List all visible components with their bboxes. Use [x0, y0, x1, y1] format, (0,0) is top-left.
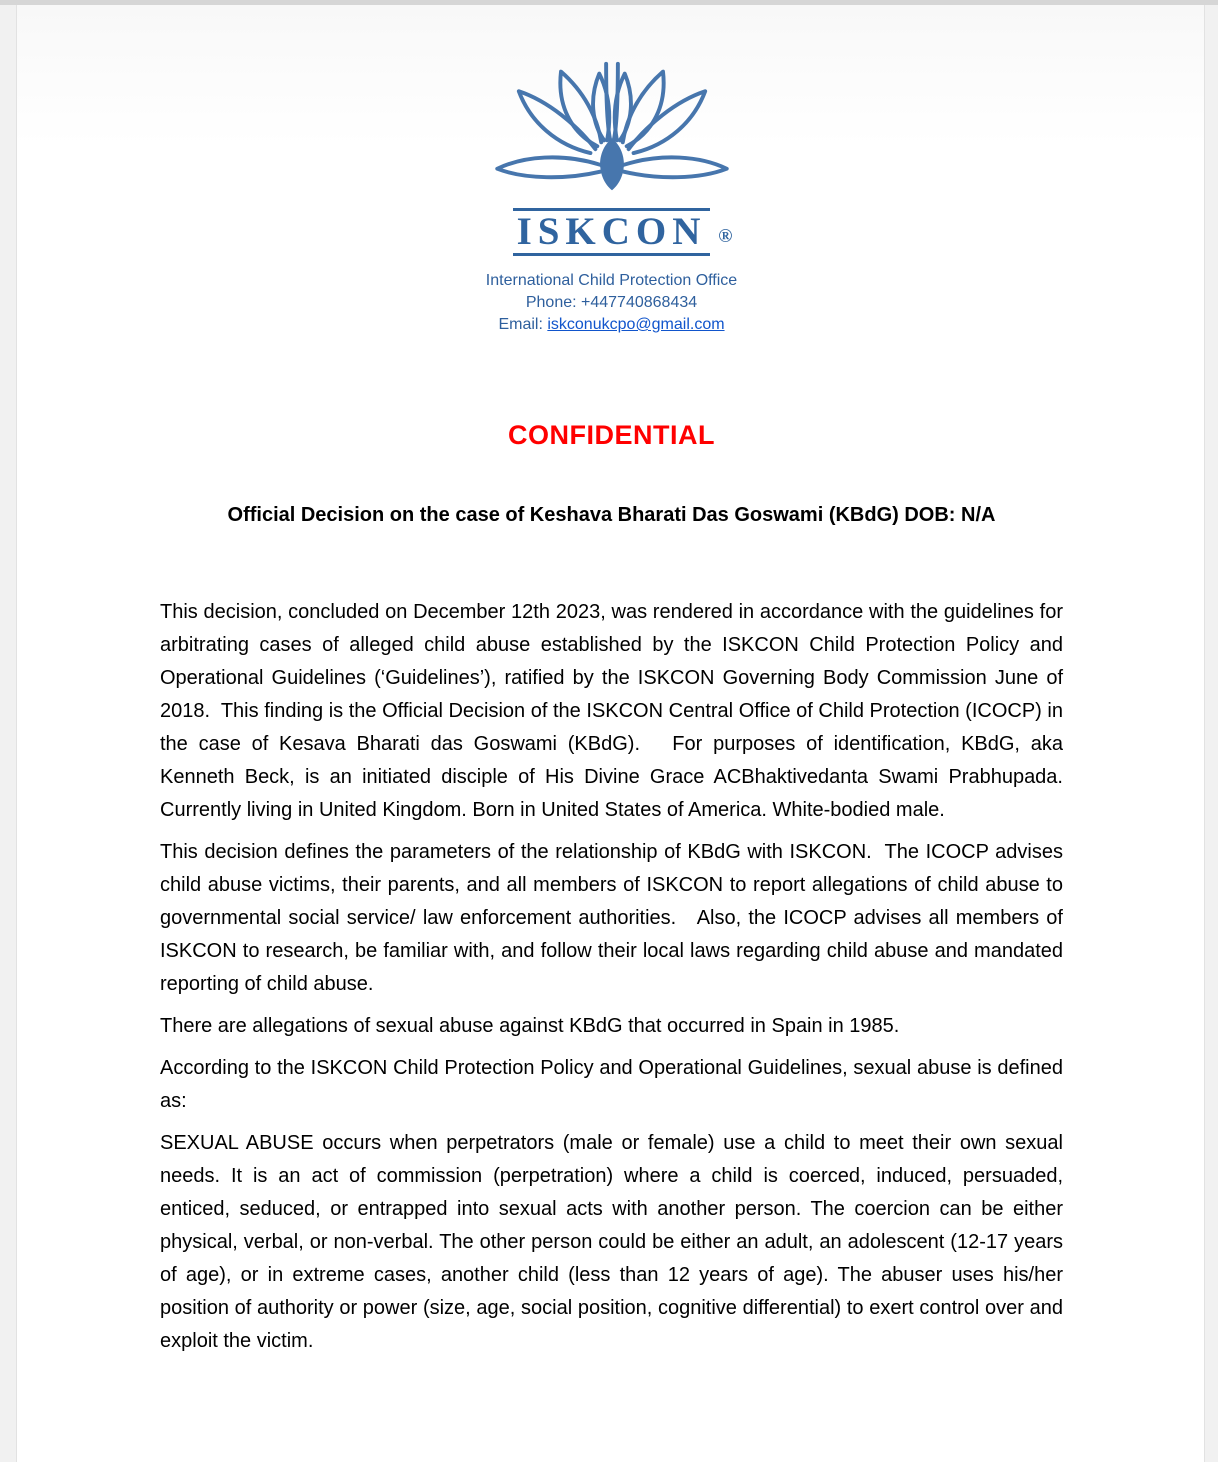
window-top-edge: [0, 0, 1218, 5]
contact-block: [160, 270, 1063, 336]
phone-line: Phone: +447740868434: [525, 294, 698, 311]
document-page: [16, 5, 1205, 1462]
page-content: [16, 54, 1205, 1358]
brand-name: ISKCON: [516, 210, 707, 253]
email-line: [160, 314, 1063, 336]
email-link[interactable]: iskconukcpo@gmail.com: [547, 316, 725, 333]
page-title: Official Decision on the case of Keshava Bharati Das Goswami (KBdG) DOB: N/A: [227, 504, 996, 526]
document-body: [160, 596, 1069, 1358]
lotus-tilak-icon: [487, 54, 737, 206]
brand-wordmark: [513, 208, 733, 256]
page-right-margin: [1204, 5, 1218, 1462]
confidential-banner: CONFIDENTIAL: [508, 420, 715, 450]
paragraph: This decision, concluded on December 12th 2023, was rendered in accordance with the guidelines for arbitrating cases of alleged child abuse established by the ISKCON Child Protection Policy and Operational Guidelines (‘Guidelines’), ratified by the ISKCON Governing Body Commission June of 2018. This finding is the Official Decision of the ISKCON Central Office of Child Protection (ICOCP) in the case of Kesava Bharati das Goswami (KBdG). For purposes of identification, KBdG, aka Kenneth Beck, is an initiated disciple of His Divine Grace ACBhaktivedanta Swami Prabhupada. Currently living in United Kingdom. Born in United States of America. White-bodied male.: [160, 601, 1069, 821]
paragraph: There are allegations of sexual abuse against KBdG that occurred in Spain in 1985.: [160, 1015, 900, 1037]
paragraph: According to the ISKCON Child Protection Policy and Operational Guidelines, sexual abuse is defined as:: [160, 1057, 1069, 1112]
paragraph: This decision defines the parameters of the relationship of KBdG with ISKCON. The ICOCP advises child abuse victims, their parents, and all members of ISKCON to report allegations of child abuse to governmental social service/ law enforcement authorities. Also, the ICOCP advises all members of ISKCON to research, be familiar with, and follow their local laws regarding child abuse and mandated reporting of child abuse.: [160, 841, 1069, 995]
paragraph: SEXUAL ABUSE occurs when perpetrators (male or female) use a child to meet their own sexual needs. It is an act of commission (perpetration) where a child is coerced, induced, persuaded, enticed, seduced, or entrapped into sexual acts with another person. The coercion can be either physical, verbal, or non-verbal. The other person could be either an adult, an adolescent (12-17 years of age), or in extreme cases, another child (less than 12 years of age). The abuser uses his/her position of authority or power (size, age, social position, cognitive differential) to exert control over and exploit the victim.: [160, 1132, 1069, 1352]
page-left-margin: [0, 5, 17, 1462]
email-label: Email:: [498, 316, 548, 333]
letterhead: [160, 54, 1063, 336]
registered-trademark-symbol: ®: [718, 226, 733, 247]
office-name: International Child Protection Office: [485, 272, 738, 289]
